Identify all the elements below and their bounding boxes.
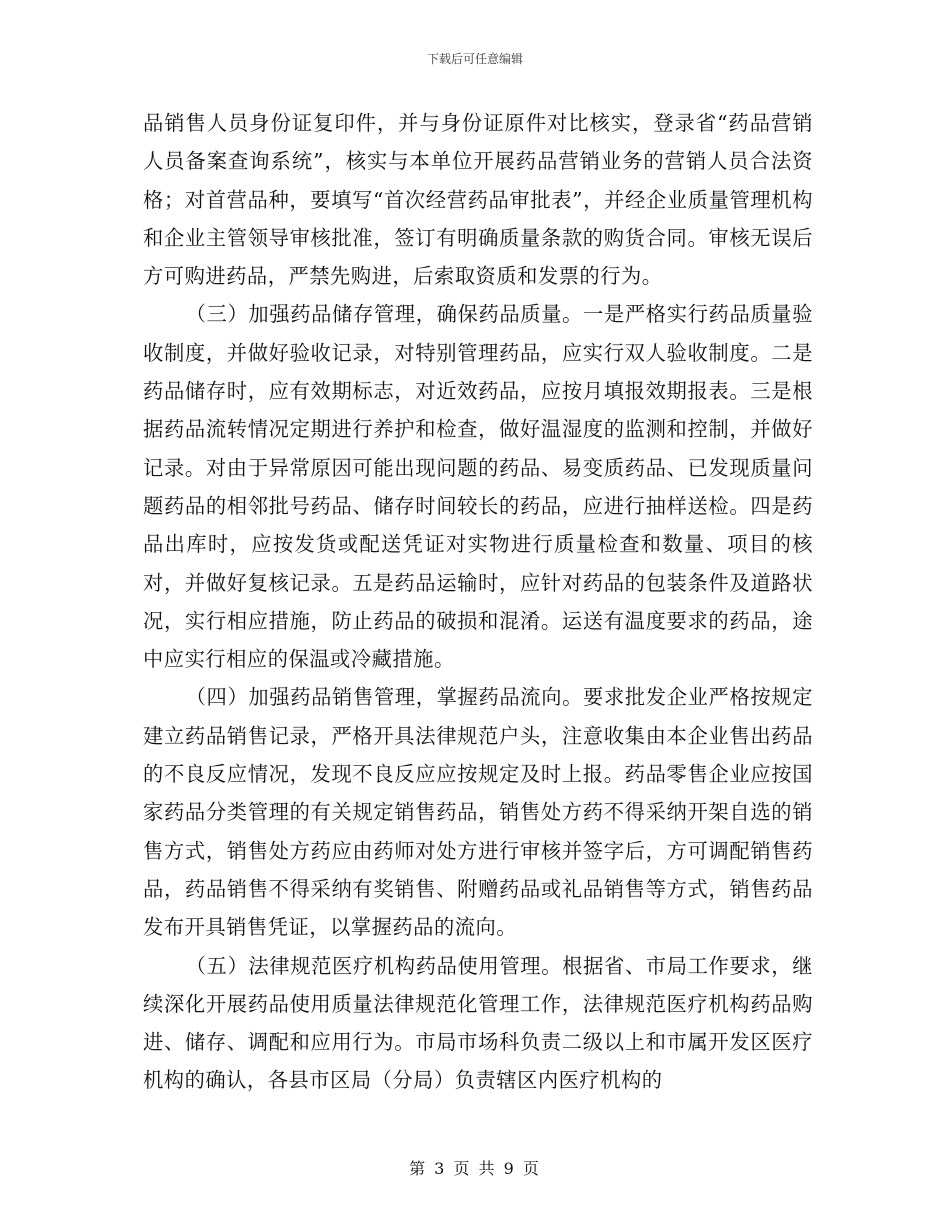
paragraph-storage-management: （三）加强药品储存管理，确保药品质量。一是严格实行药品质量验收制度，并做好验收记录，对特别管理药品，应实行双人验收制度。二是药品储存时，应有效期标志，对近效药品，应按月填报效期报表。三是根据药品流转情况定期进行养护和检查，做好温湿度的监测和控制，并做好记录。对由于异常原因可能出现问题的药品、易变质药品、已发现质量问题药品的相邻批号药品、储存时间较长的药品，应进行抽样送检。四是药品出库时，应按发货或配送凭证对实物进行质量检查和数量、项目的核对，并做好复核记录。五是药品运输时，应针对药品的包装条件及道路状况，实行相应措施，防止药品的破损和混淆。运送有温度要求的药品，途中应实行相应的保温或冷藏措施。 [143,302,813,672]
paragraph-continuation: 品销售人员身份证复印件，并与身份证原件对比核实，登录省“药品营销人员备案查询系统”，核实与本单位开展药品营销业务的营销人员合法资格；对首营品种，要填写“首次经营药品审批表”，并经企业质量管理机构和企业主管领导审核批准，签订有明确质量条款的购货合同。审核无误后方可购进药品，严禁先购进，后索取资质和发票的行为。 [143,111,813,289]
paragraph-sales-management: （四）加强药品销售管理，掌握药品流向。要求批发企业严格按规定建立药品销售记录，严格开具法律规范户头，注意收集由本企业售出药品的不良反应情况，发现不良反应应按规定及时上报。药品零售企业应按国家药品分类管理的有关规定销售药品，销售处方药不得采纳开架自选的销售方式，销售处方药应由药师对处方进行审核并签字后，方可调配销售药品，药品销售不得采纳有奖销售、附赠药品或礼品销售等方式，销售药品发布开具销售凭证，以掌握药品的流向。 [143,685,813,940]
paragraph-medical-institution: （五）法律规范医疗机构药品使用管理。根据省、市局工作要求，继续深化开展药品使用质量法律规范化管理工作，法律规范医疗机构药品购进、储存、调配和应用行为。市局市场科负责二级以上和市属开发区医疗机构的确认，各县市区局（分局）负责辖区内医疗机构的 [143,953,813,1093]
document-body [143,104,813,1100]
page-header-note: 下载后可任意编辑 [426,52,523,66]
page-number: 第 3 页 共 9 页 [409,1159,541,1178]
